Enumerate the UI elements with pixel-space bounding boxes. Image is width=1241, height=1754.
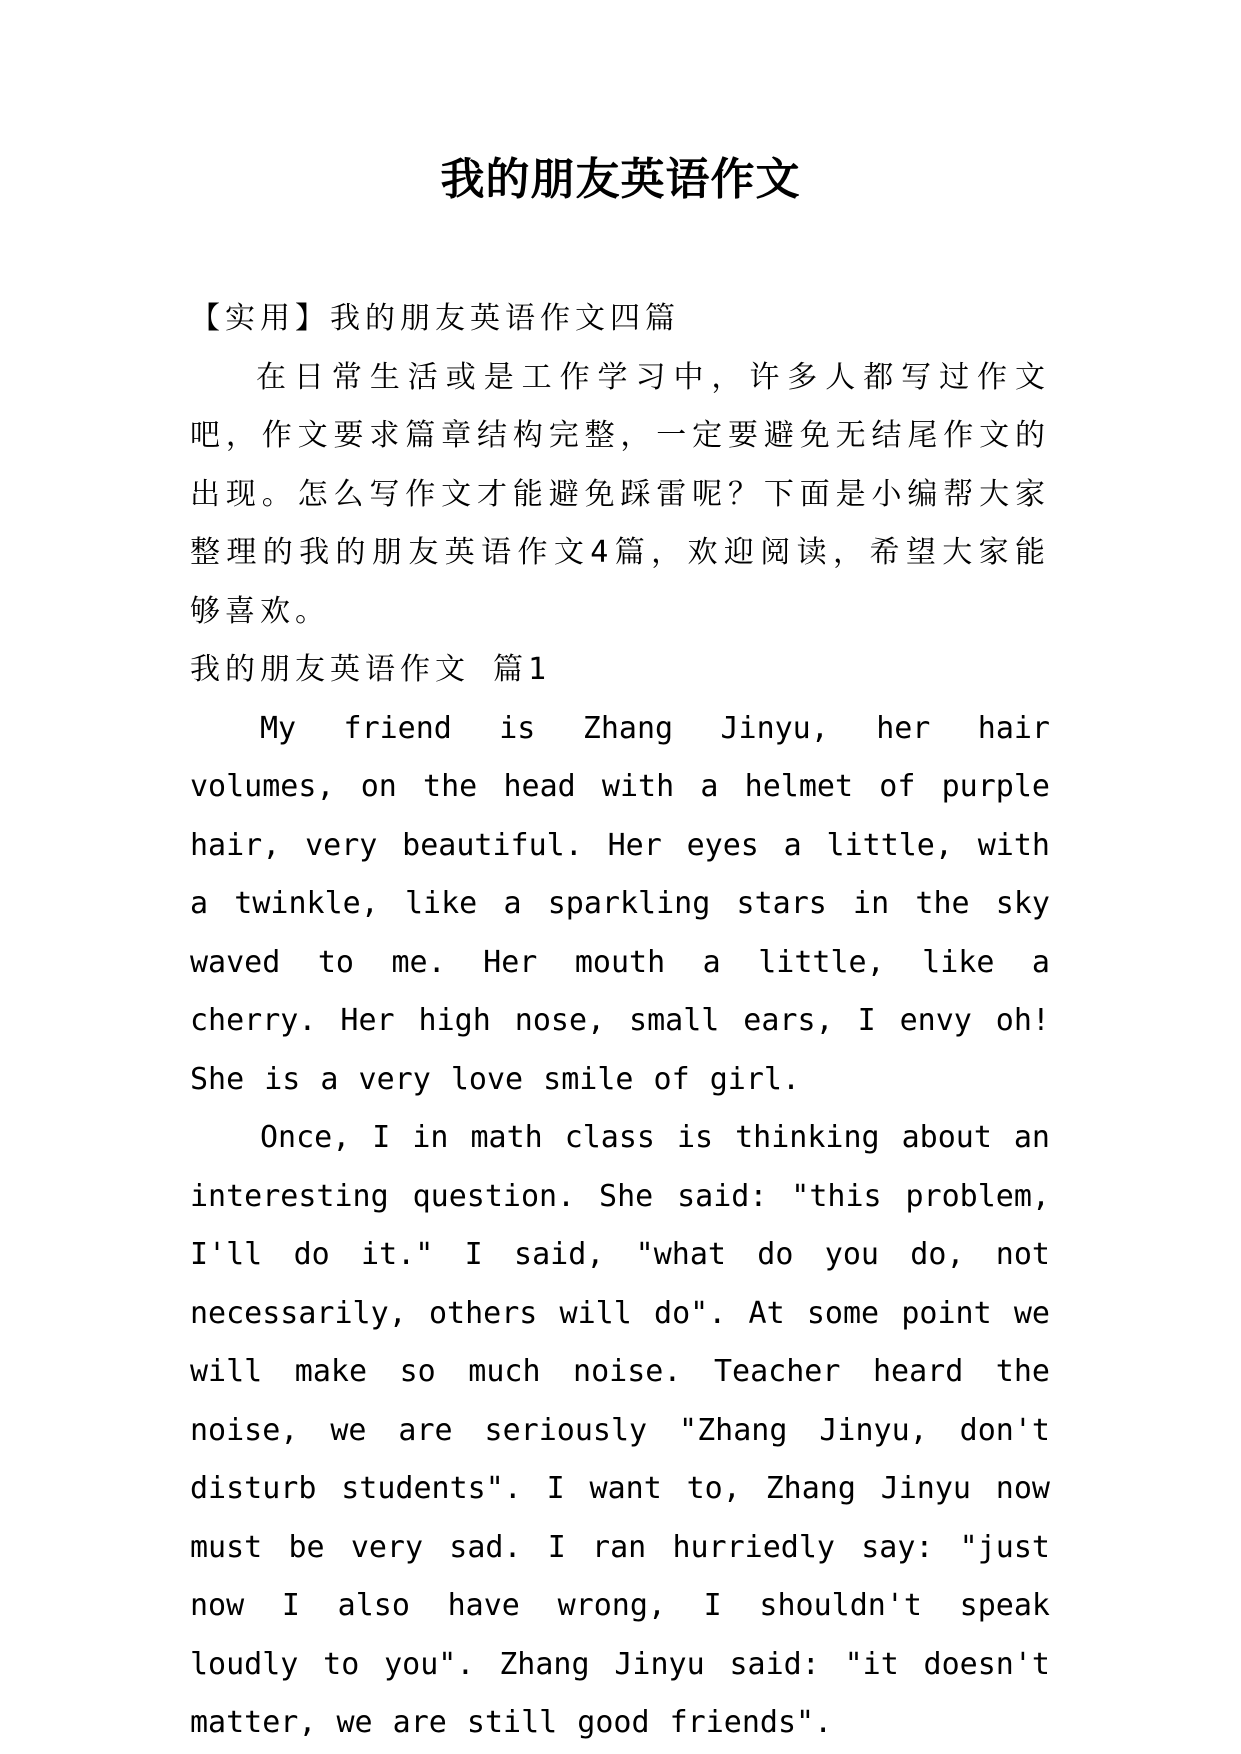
intro-paragraph: 在日常生活或是工作学习中，许多人都写过作文吧，作文要求篇章结构完整，一定要避免无结尾作文的出现。怎么写作文才能避免踩雷呢？下面是小编帮大家整理的我的朋友英语作文4篇，欢迎阅读，希望大家能够喜欢。 (190, 359, 1050, 629)
document-title: 我的朋友英语作文 (440, 154, 801, 205)
document-body (190, 290, 1050, 1753)
section-heading: 我的朋友英语作文 篇1 (190, 652, 552, 687)
essay-paragraph-2: Once, I in math class is thinking about an interesting question. She said: "this problem, I'll do it." I said, "what do you do, not necessarily, others will do". At some point we will make so much noise. Teacher heard the noise, we are seriously "Zhang Jinyu, don't disturb students". I want to, Zhang Jinyu now must be very sad. I ran hurriedly say: "just now I also have wrong, I shouldn't speak loudly to you". Zhang Jinyu said: "it doesn't matter, we are still good friends". (190, 1120, 1050, 1740)
essay-paragraph-1: My friend is Zhang Jinyu, her hair volumes, on the head with a helmet of purple hair, very beautiful. Her eyes a little, with a twinkle, like a sparkling stars in the sky waved to me. Her mouth a little, like a cherry. Her high nose, small ears, I envy oh! She is a very love smile of girl. (190, 710, 1050, 1097)
document-subtitle: 【实用】我的朋友英语作文四篇 (190, 301, 680, 336)
